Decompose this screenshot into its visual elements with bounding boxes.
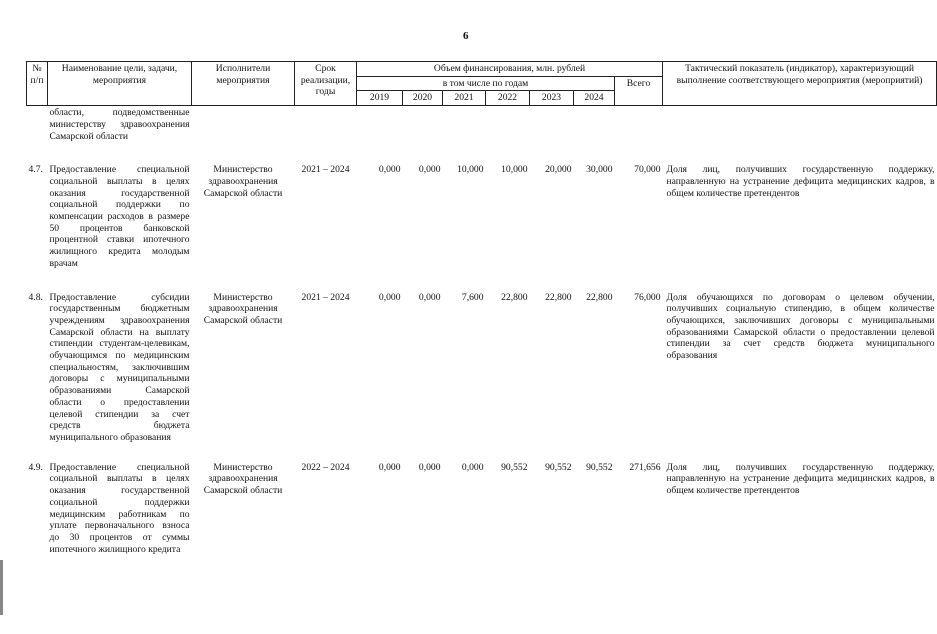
row-total: 70,000 [634,164,661,176]
row-term: 2021 – 2024 [301,291,350,303]
row-name: Предоставление специальной социальной выплаты в целях оказания государственной социальной поддержки по компенсации расходов в размере 50 процентов банковской процентной ставки ипотечного жилищного кредита молодым врачам [49,164,190,269]
row-value: 20,000 [545,164,572,176]
row-indicator: Доля лиц, получивших государственную поддержку, направленную на устранение дефицита медицинских кадров, в общем количестве претендентов [666,461,935,497]
row-value: 22,800 [501,291,528,303]
row-value: 0,000 [418,291,441,303]
header-by-year: в том числе по годам [357,76,615,91]
header-year: 2020 [403,91,443,106]
header-finance: Объем финансирования, млн. рублей [357,62,663,77]
header-year: 2022 [486,91,530,106]
table-row [27,164,937,269]
table-row [27,292,937,444]
header-indicator: Тактический показатель (индикатор), характеризующий выполнение соответствующего мероприятия (мероприятий) [663,62,937,106]
row-term: 2021 – 2024 [301,164,350,176]
row-indicator: Доля обучающихся по договорам о целевом обучении, получивших социальную стипендию, в общем количестве обучающихся, заключивших договоры с муниципальными образованиями Самарской области о предоставлении целевой стипендии за счет средств бюджета муниципального образования [666,291,935,362]
row-number: 4.7. [28,164,43,176]
row-executor: Министерство здравоохранения Самарской области [203,291,283,326]
row-value: 30,000 [586,164,613,176]
header-executor: Исполнители мероприятия [192,62,295,106]
row-value: 0,000 [418,164,441,176]
row-value: 22,800 [586,291,613,303]
row-value: 0,000 [378,291,401,303]
row-name: Предоставление субсидии государственным бюджетным учреждениям здравоохранения Самарской области на выплату стипендии студентам-целевикам, обучающимся по медицинским специальностям, заключившим договоры с муниципальными образованиями Самарской области о предоставлении целевой стипендии за счет средств бюджета муниципального образования [49,291,190,443]
row-value: 10,000 [501,164,528,176]
continuation-row [27,106,937,143]
table-row [27,462,937,556]
header-year: 2021 [443,91,486,106]
row-total: 271,656 [629,461,661,473]
row-executor: Министерство здравоохранения Самарской области [203,164,283,199]
row-number: 4.9. [28,461,43,473]
header-total: Всего [615,76,663,105]
table-row [27,270,937,292]
header-year: 2024 [574,91,615,106]
header-name: Наименование цели, задачи, мероприятия [48,62,192,106]
row-value: 10,000 [457,164,484,176]
scan-edge-mark [0,560,3,615]
row-value: 0,000 [378,164,401,176]
row-term: 2022 – 2024 [301,461,350,473]
row-number: 4.8. [28,291,43,303]
row-name: Предоставление специальной социальной выплаты в целях оказания государственной социальной поддержки медицинским работникам по уплате первоначального взноса до 30 процентов от суммы ипотечного жилищного кредита [49,461,190,555]
row-indicator: Доля лиц, получивших государственную поддержку, направленную на устранение дефицита медицинских кадров, в общем количестве претендентов [666,164,935,199]
continuation-text: области, подведомственные министерству здравоохранения Самарской области [49,107,190,142]
row-value: 7,600 [461,291,484,303]
row-value: 0,000 [378,461,401,473]
row-value: 0,000 [418,461,441,473]
header-year: 2019 [357,91,403,106]
row-value: 90,552 [501,461,528,473]
row-value: 22,800 [545,291,572,303]
header-term: Срок реализации, годы [295,62,357,106]
row-value: 90,552 [545,461,572,473]
header-num: № п/п [27,62,48,106]
table-row [27,444,937,462]
table-header [27,62,937,106]
row-value: 90,552 [586,461,613,473]
table-row [27,142,937,164]
header-year: 2023 [530,91,574,106]
program-table [26,61,937,555]
row-total: 76,000 [634,291,661,303]
row-value: 0,000 [461,461,484,473]
row-executor: Министерство здравоохранения Самарской области [203,461,283,497]
page-number: 6 [463,30,469,42]
